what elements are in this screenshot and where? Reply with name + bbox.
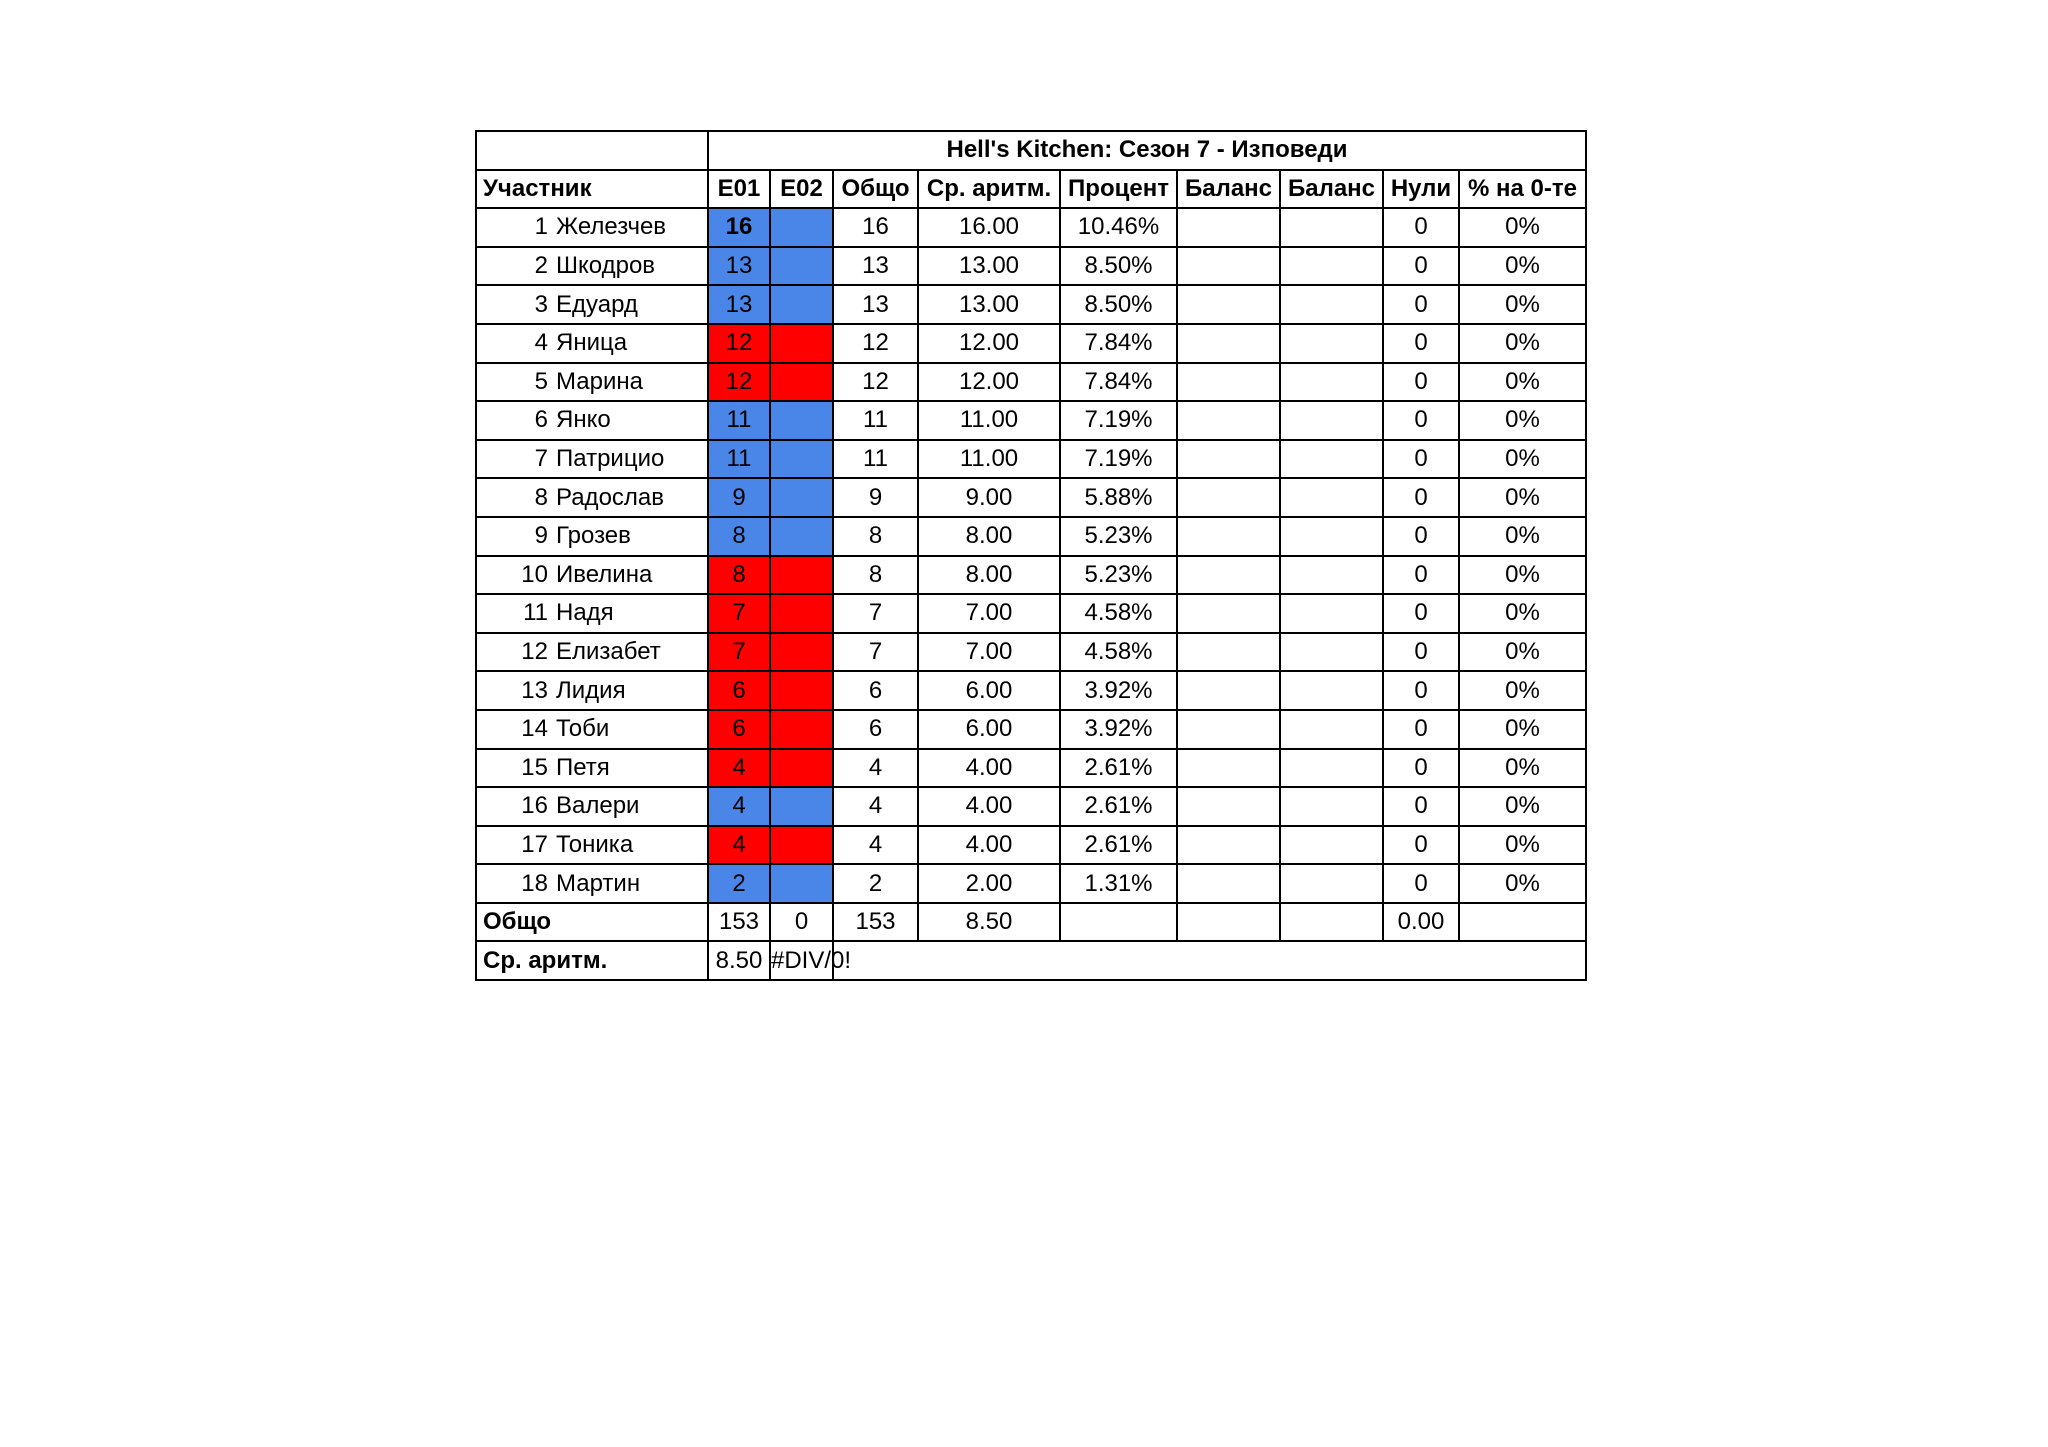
participant-name: Тоника [552,826,708,865]
score-e01: 8 [708,517,770,556]
zeros-percent: 0% [1459,285,1586,324]
score-percent: 7.84% [1060,363,1177,402]
score-percent: 5.23% [1060,517,1177,556]
title-blank-cell [476,131,708,170]
zeros-percent: 0% [1459,363,1586,402]
balance-1 [1177,556,1280,595]
zeros-percent: 0% [1459,594,1586,633]
table-row [476,208,1586,247]
score-e01: 7 [708,594,770,633]
totals-balance-1 [1177,903,1280,942]
score-total: 11 [833,440,918,479]
score-e02 [770,749,833,788]
table-row [476,787,1586,826]
score-average: 13.00 [918,247,1060,286]
totals-zero-percent [1459,903,1586,942]
balance-1 [1177,517,1280,556]
row-number: 8 [476,478,552,517]
scores-table [475,130,1587,981]
header-zero-percent: % на 0-те [1459,170,1586,209]
score-average: 4.00 [918,826,1060,865]
score-e02 [770,208,833,247]
header-row [476,170,1586,209]
balance-1 [1177,208,1280,247]
score-average: 8.00 [918,556,1060,595]
score-total: 9 [833,478,918,517]
sheet-title: Hell's Kitchen: Сезон 7 - Изповеди [708,131,1586,170]
zeros-count: 0 [1383,826,1459,865]
header-e02: E02 [770,170,833,209]
balance-2 [1280,826,1383,865]
row-number: 12 [476,633,552,672]
zeros-count: 0 [1383,749,1459,788]
score-average: 9.00 [918,478,1060,517]
balance-1 [1177,671,1280,710]
score-percent: 2.61% [1060,787,1177,826]
score-total: 12 [833,363,918,402]
table-row [476,247,1586,286]
zeros-count: 0 [1383,440,1459,479]
score-e02 [770,556,833,595]
balance-1 [1177,710,1280,749]
zeros-count: 0 [1383,671,1459,710]
score-total: 7 [833,594,918,633]
totals-average: 8.50 [918,903,1060,942]
row-number: 7 [476,440,552,479]
table-row [476,478,1586,517]
averages-blank [833,941,1586,980]
score-average: 7.00 [918,594,1060,633]
table-row [476,440,1586,479]
score-e01: 4 [708,826,770,865]
header-balance-2: Баланс [1280,170,1383,209]
score-e02 [770,826,833,865]
table-row [476,826,1586,865]
score-total: 4 [833,826,918,865]
participant-name: Тоби [552,710,708,749]
balance-2 [1280,478,1383,517]
score-total: 7 [833,633,918,672]
score-e01: 11 [708,401,770,440]
score-total: 4 [833,749,918,788]
totals-zeros: 0.00 [1383,903,1459,942]
score-average: 11.00 [918,440,1060,479]
zeros-count: 0 [1383,324,1459,363]
balance-2 [1280,556,1383,595]
row-number: 15 [476,749,552,788]
zeros-percent: 0% [1459,478,1586,517]
zeros-count: 0 [1383,517,1459,556]
participant-name: Радослав [552,478,708,517]
participant-name: Едуард [552,285,708,324]
balance-1 [1177,594,1280,633]
score-e01: 2 [708,864,770,903]
zeros-count: 0 [1383,864,1459,903]
balance-1 [1177,478,1280,517]
row-number: 2 [476,247,552,286]
zeros-count: 0 [1383,787,1459,826]
header-zeros: Нули [1383,170,1459,209]
score-percent: 4.58% [1060,633,1177,672]
balance-1 [1177,363,1280,402]
score-e01: 6 [708,671,770,710]
score-e01: 8 [708,556,770,595]
table-row [476,363,1586,402]
score-average: 11.00 [918,401,1060,440]
balance-2 [1280,787,1383,826]
score-average: 13.00 [918,285,1060,324]
zeros-percent: 0% [1459,710,1586,749]
score-percent: 5.88% [1060,478,1177,517]
zeros-count: 0 [1383,633,1459,672]
totals-label: Общо [476,903,708,942]
title-row [476,131,1586,170]
balance-1 [1177,749,1280,788]
score-percent: 1.31% [1060,864,1177,903]
participant-name: Елизабет [552,633,708,672]
score-e01: 4 [708,749,770,788]
balance-1 [1177,826,1280,865]
score-total: 6 [833,671,918,710]
balance-1 [1177,787,1280,826]
score-e01: 4 [708,787,770,826]
totals-e01: 153 [708,903,770,942]
zeros-percent: 0% [1459,749,1586,788]
zeros-percent: 0% [1459,633,1586,672]
score-percent: 3.92% [1060,671,1177,710]
table-row [476,517,1586,556]
participant-name: Патрицио [552,440,708,479]
score-average: 2.00 [918,864,1060,903]
totals-total: 153 [833,903,918,942]
score-e01: 6 [708,710,770,749]
score-total: 13 [833,247,918,286]
score-e02 [770,285,833,324]
score-e02 [770,478,833,517]
row-number: 6 [476,401,552,440]
participant-name: Мартин [552,864,708,903]
totals-e02: 0 [770,903,833,942]
participant-name: Ивелина [552,556,708,595]
score-total: 12 [833,324,918,363]
balance-2 [1280,401,1383,440]
score-total: 2 [833,864,918,903]
balance-2 [1280,208,1383,247]
header-balance-1: Баланс [1177,170,1280,209]
score-percent: 2.61% [1060,749,1177,788]
zeros-percent: 0% [1459,556,1586,595]
balance-2 [1280,285,1383,324]
row-number: 17 [476,826,552,865]
score-e01: 12 [708,324,770,363]
score-e02 [770,440,833,479]
score-e02 [770,363,833,402]
score-total: 8 [833,517,918,556]
score-total: 11 [833,401,918,440]
balance-2 [1280,749,1383,788]
zeros-count: 0 [1383,285,1459,324]
score-average: 6.00 [918,671,1060,710]
score-percent: 7.19% [1060,401,1177,440]
score-e02 [770,324,833,363]
zeros-percent: 0% [1459,517,1586,556]
score-e02 [770,401,833,440]
score-total: 4 [833,787,918,826]
header-average: Ср. аритм. [918,170,1060,209]
zeros-count: 0 [1383,478,1459,517]
score-e01: 9 [708,478,770,517]
zeros-count: 0 [1383,594,1459,633]
zeros-count: 0 [1383,710,1459,749]
row-number: 11 [476,594,552,633]
score-percent: 8.50% [1060,285,1177,324]
score-percent: 5.23% [1060,556,1177,595]
participant-name: Яница [552,324,708,363]
score-e01: 12 [708,363,770,402]
balance-1 [1177,633,1280,672]
table-row [476,556,1586,595]
score-e02 [770,517,833,556]
zeros-percent: 0% [1459,671,1586,710]
balance-1 [1177,247,1280,286]
participant-name: Шкодров [552,247,708,286]
score-percent: 7.19% [1060,440,1177,479]
score-e02 [770,594,833,633]
row-number: 5 [476,363,552,402]
score-e01: 16 [708,208,770,247]
averages-e01: 8.50 [708,941,770,980]
score-e02 [770,787,833,826]
averages-row [476,941,1586,980]
score-average: 7.00 [918,633,1060,672]
zeros-count: 0 [1383,363,1459,402]
row-number: 3 [476,285,552,324]
table-row [476,594,1586,633]
table-row [476,285,1586,324]
score-average: 6.00 [918,710,1060,749]
balance-2 [1280,440,1383,479]
zeros-count: 0 [1383,247,1459,286]
participant-name: Валери [552,787,708,826]
score-e01: 13 [708,247,770,286]
row-number: 14 [476,710,552,749]
score-e02 [770,710,833,749]
score-e02 [770,864,833,903]
table-row [476,710,1586,749]
score-e01: 11 [708,440,770,479]
score-average: 12.00 [918,363,1060,402]
totals-percent [1060,903,1177,942]
participant-name: Грозев [552,517,708,556]
score-average: 16.00 [918,208,1060,247]
zeros-percent: 0% [1459,864,1586,903]
participant-name: Надя [552,594,708,633]
score-e01: 13 [708,285,770,324]
zeros-count: 0 [1383,556,1459,595]
score-percent: 8.50% [1060,247,1177,286]
zeros-percent: 0% [1459,324,1586,363]
balance-1 [1177,324,1280,363]
score-e01: 7 [708,633,770,672]
zeros-count: 0 [1383,401,1459,440]
balance-2 [1280,633,1383,672]
zeros-percent: 0% [1459,247,1586,286]
score-percent: 2.61% [1060,826,1177,865]
averages-e02: #DIV/0! [770,941,833,980]
balance-2 [1280,671,1383,710]
totals-row [476,903,1586,942]
table-row [476,749,1586,788]
score-percent: 3.92% [1060,710,1177,749]
zeros-percent: 0% [1459,208,1586,247]
header-participant: Участник [476,170,708,209]
participant-name: Янко [552,401,708,440]
row-number: 1 [476,208,552,247]
balance-2 [1280,247,1383,286]
score-e02 [770,633,833,672]
table-row [476,671,1586,710]
score-total: 6 [833,710,918,749]
totals-balance-2 [1280,903,1383,942]
row-number: 9 [476,517,552,556]
score-total: 16 [833,208,918,247]
balance-2 [1280,363,1383,402]
zeros-percent: 0% [1459,440,1586,479]
row-number: 4 [476,324,552,363]
header-e01: E01 [708,170,770,209]
balance-2 [1280,517,1383,556]
table-row [476,633,1586,672]
header-percent: Процент [1060,170,1177,209]
table-row [476,401,1586,440]
header-total: Общо [833,170,918,209]
participant-name: Железчев [552,208,708,247]
score-percent: 4.58% [1060,594,1177,633]
zeros-percent: 0% [1459,826,1586,865]
balance-1 [1177,440,1280,479]
score-e02 [770,247,833,286]
table-row [476,864,1586,903]
score-percent: 7.84% [1060,324,1177,363]
score-percent: 10.46% [1060,208,1177,247]
zeros-count: 0 [1383,208,1459,247]
row-number: 13 [476,671,552,710]
row-number: 18 [476,864,552,903]
participant-name: Марина [552,363,708,402]
balance-1 [1177,864,1280,903]
table-row [476,324,1586,363]
balance-1 [1177,401,1280,440]
score-total: 8 [833,556,918,595]
score-e02 [770,671,833,710]
balance-2 [1280,594,1383,633]
score-average: 4.00 [918,749,1060,788]
balance-2 [1280,324,1383,363]
score-average: 12.00 [918,324,1060,363]
row-number: 10 [476,556,552,595]
zeros-percent: 0% [1459,401,1586,440]
participant-name: Лидия [552,671,708,710]
balance-2 [1280,710,1383,749]
averages-label: Ср. аритм. [476,941,708,980]
zeros-percent: 0% [1459,787,1586,826]
score-average: 4.00 [918,787,1060,826]
balance-2 [1280,864,1383,903]
row-number: 16 [476,787,552,826]
score-total: 13 [833,285,918,324]
participant-name: Петя [552,749,708,788]
balance-1 [1177,285,1280,324]
score-average: 8.00 [918,517,1060,556]
